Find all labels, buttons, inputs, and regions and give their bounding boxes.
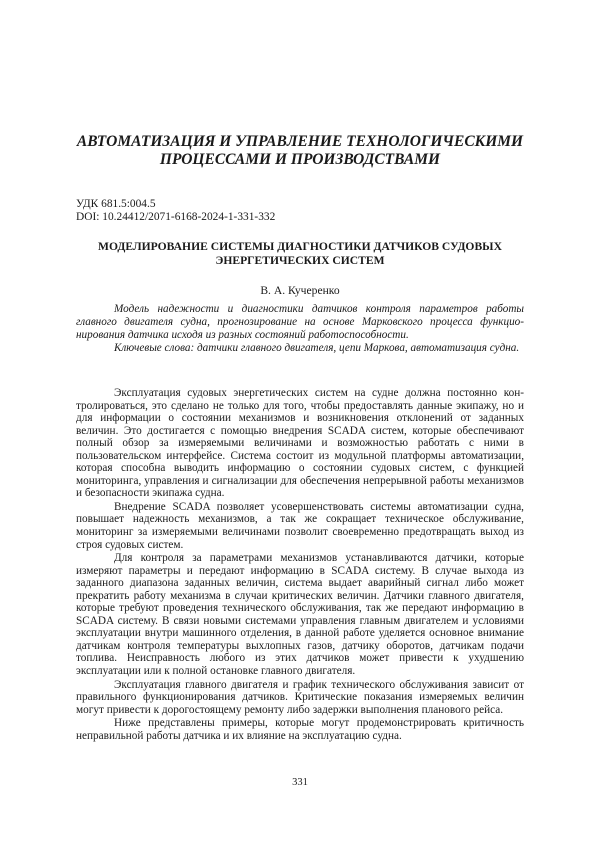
body-paragraph: Внедрение SCADA позволяет усовершенствовать системы автоматизации судна, повышает надежность механизмов, а так же сокращает техническое обслуживание, мониторинг за измеряемыми величинами позволит своевременно предотвращать выход из строя судовых систем. (76, 500, 524, 551)
body-paragraph: Для контроля за параметрами механизмов устанавливаются датчики, которые измеряют параметры и передают информацию в SCADA систему. В случае выхода из заданного диапазона заданных величин, система выдает аварийный сигнал либо может прекратить работу механизма в случаи критических величин. Датчики главного двигателя, которые требуют проведения технического обслуживания, так же передают информацию в SCADA систему. В связи новыми системами управления главным двигателем и условиями эксплуатации внутри машинного отделения, в данной работе уделяется основное внимание датчикам контроля температуры выхлопных газов, датчику оборотов, датчикам подачи топлива. Неисправность любого из этих датчиков может привести к ухудшению эксплуатации или к полной остановке главного двигателя. (76, 552, 524, 678)
body-paragraph: Эксплуатация судовых энергетических систем на судне должна постоянно контролироваться, это сделано не только для того, чтобы предоставлять данные экипажу, но и для информации о состоянии механизмов и возникновения отклонений от заданных величин. Это достигается с помощью внедрения SCADA систем, которые обеспечивают полный обзор за измеряемыми величинами и возможностью работать с ними в пользовательском интерфейсе. Система состоит из модульной платформы автоматизации, которая способна выводить информацию о состоянии судовых систем, с функцией мониторинга, управления и сигнализации для обеспечения непрерывной работы механизмов и безопасности экипажа судна. (76, 387, 524, 500)
doi-code: DOI: 10.24412/2071-6168-2024-1-331-332 (76, 211, 276, 223)
author-name: В. А. Кучеренко (260, 284, 340, 297)
section-title-line: ПРОЦЕССАМИ И ПРОИЗВОДСТВАМИ (159, 151, 441, 168)
keywords-text: Ключевые слова: датчики главного двигателя, цепи Маркова, автоматизация судна. (114, 341, 520, 354)
page-number: 331 (292, 777, 308, 788)
article-title-line: ЭНЕРГЕТИЧЕСКИХ СИСТЕМ (215, 253, 385, 267)
article-body (76, 387, 524, 743)
journal-section-title (60, 133, 540, 169)
article-title-line: МОДЕЛИРОВАНИЕ СИСТЕМЫ ДИАГНОСТИКИ ДАТЧИКОВ СУДОВЫХ (98, 240, 502, 253)
abstract-text: Модель надежности и диагностики датчиков контроля параметров работы главного двигателя судна, прогнозирование на основе Марковского процесса функционирования датчика исходя из разных состояний работоспособности. (76, 303, 524, 341)
udk-code: УДК 681.5:004.5 (76, 198, 156, 210)
body-paragraph: Ниже представлены примеры, которые могут продемонстрировать критичность неправильной работы датчика и их влияние на эксплуатацию судна. (76, 717, 524, 742)
body-paragraph: Эксплуатация главного двигателя и график технического обслуживания зависит от правильного функционирования датчиков. Критические показания измеряемых величин могут привести к дорогостоящему ремонту либо задержки выполнения планового рейса. (76, 678, 524, 716)
article-metadata (76, 198, 275, 224)
article-title (70, 240, 530, 267)
section-title-line: АВТОМАТИЗАЦИЯ И УПРАВЛЕНИЕ ТЕХНОЛОГИЧЕСКИМИ (76, 133, 524, 150)
abstract-block (76, 303, 524, 355)
